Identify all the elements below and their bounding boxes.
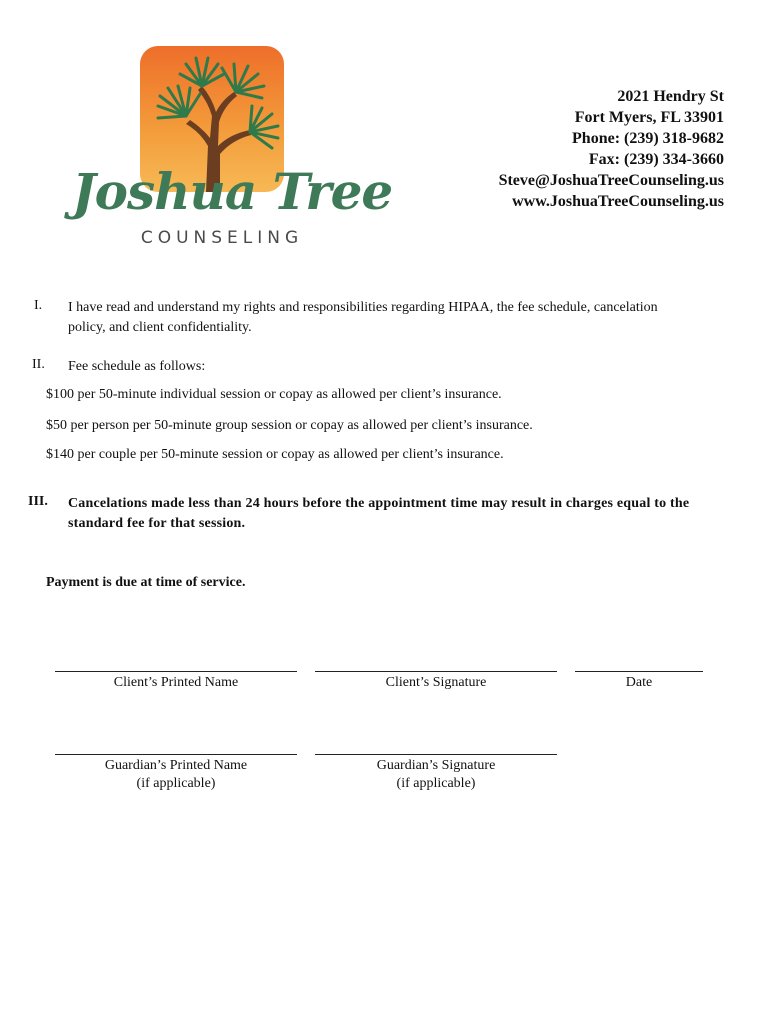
- guardian-name-if-applicable: (if applicable): [136, 776, 216, 791]
- guardian-name-label-text: Guardian’s Printed Name: [104, 758, 248, 773]
- section-1-line-1: I have read and understand my rights and responsibilities regarding HIPAA, the fee schedule, cancelation: [68, 300, 658, 315]
- section-3-number: III.: [28, 494, 48, 509]
- date-label: Date: [625, 675, 653, 690]
- website-url: www.JoshuaTreeCounseling.us: [512, 193, 724, 210]
- fee-group: $50 per person per 50-minute group session or copay as allowed per client’s insurance.: [46, 418, 533, 433]
- section-3-text: [68, 494, 758, 534]
- address-block: [499, 86, 724, 212]
- logo-wordmark: Joshua Tree: [72, 162, 393, 221]
- fee-couple: $140 per couple per 50-minute session or copay as allowed per client’s insurance.: [46, 447, 504, 462]
- section-3-line-1: Cancelations made less than 24 hours before the appointment time may result in charges equal to the: [68, 496, 690, 511]
- logo-subtitle: COUNSELING: [140, 228, 304, 248]
- payment-note: Payment is due at time of service.: [46, 575, 246, 590]
- date-line[interactable]: [575, 671, 703, 672]
- fax-number: Fax: (239) 334-3660: [588, 151, 724, 168]
- guardian-signature-label: [315, 757, 557, 793]
- guardian-name-label: [55, 757, 297, 793]
- section-2-number: II.: [32, 357, 45, 372]
- section-3-line-2: standard fee for that session.: [68, 516, 246, 531]
- fee-individual: $100 per 50-minute individual session or copay as allowed per client’s insurance.: [46, 387, 502, 402]
- city-state-zip: Fort Myers, FL 33901: [574, 109, 724, 126]
- guardian-name-line[interactable]: [55, 754, 297, 755]
- guardian-signature-label-text: Guardian’s Signature: [376, 758, 496, 773]
- client-signature-line[interactable]: [315, 671, 557, 672]
- client-name-label: Client’s Printed Name: [113, 675, 239, 690]
- client-signature-label: Client’s Signature: [385, 675, 487, 690]
- street-address: 2021 Hendry St: [617, 88, 724, 105]
- email-address: Steve@JoshuaTreeCounseling.us: [498, 172, 724, 189]
- section-2-title: Fee schedule as follows:: [68, 359, 206, 374]
- guardian-signature-if-applicable: (if applicable): [396, 776, 476, 791]
- section-1-line-2: policy, and client confidentiality.: [68, 320, 252, 335]
- phone-number: Phone: (239) 318-9682: [572, 130, 724, 147]
- client-name-line[interactable]: [55, 671, 297, 672]
- guardian-signature-line[interactable]: [315, 754, 557, 755]
- section-1-number: I.: [34, 298, 43, 313]
- section-1-text: [68, 298, 748, 338]
- logo: [72, 44, 393, 254]
